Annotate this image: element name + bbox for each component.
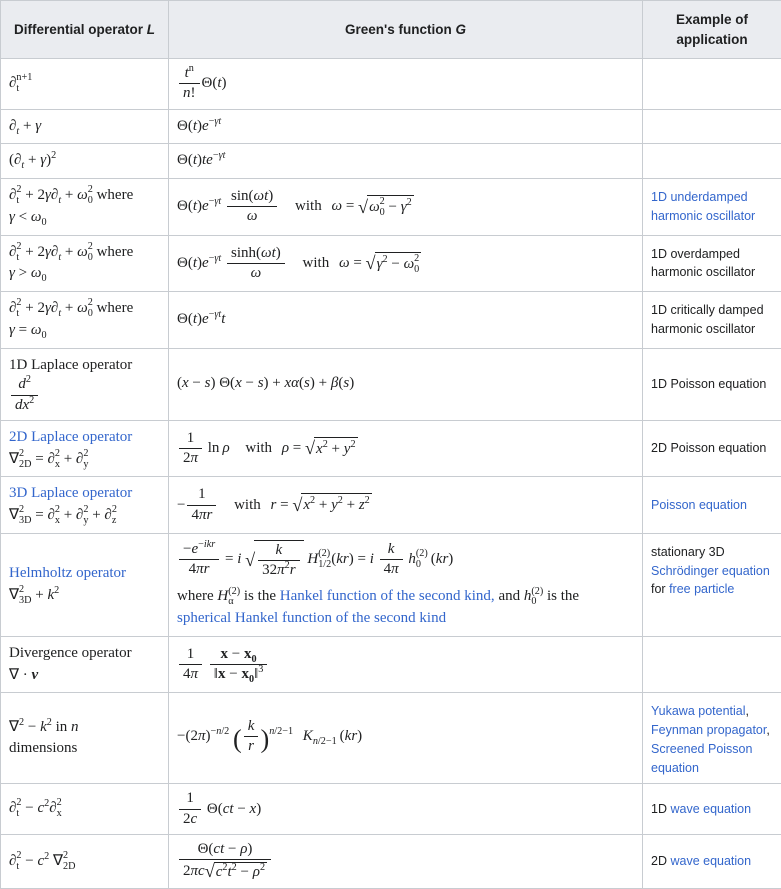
link-wave-equation[interactable]: wave equation [670,854,751,868]
note-is: is the [244,588,276,604]
example-text: 1D overdamped harmonic oscillator [651,247,755,280]
operator-d2-dx2: $\frac{d^2}{dx^2}$ [9,387,40,403]
operator-damped-oscillator: ∂ 2 t + $2\gamma\partial_t + \omega$ 2 0 [9,244,93,260]
operator-condition-critical: $\gamma = \omega_0$ [9,322,47,338]
operator-where-note: where [97,300,134,316]
green-critically-damped: $\Theta(t)e^{-\gamma t}t$ [177,311,225,327]
green-yukawa: $-(2\pi)^{-n/2}$ ( $\frac{k}{r}$ )$^{n/2-1}$ $K_{n/2-1}$ (kr) [177,728,362,744]
operator-2d-wave: ∂ 2 t − $c^2$ ∇ 2 2D [9,853,76,869]
green-overdamped: $\Theta(t)e^{-\gamma t}$ $\frac{\sinh(\omega t)}{\omega}$ with $\omega = √\gamma^2 - \omega$ 2 0 [177,255,421,271]
operator-cell [1,109,169,144]
link-screened-poisson-equation[interactable]: Screened Poisson equation [651,742,752,775]
green-cell [169,477,643,534]
example-cell [643,420,781,477]
operator-cell [1,533,169,636]
example-text: 1D critically damped harmonic oscillator [651,303,764,336]
example-cell [643,784,781,835]
table-row [1,693,781,784]
operator-helmholtz: ∇ 2 3D + $k^2$ [9,587,59,603]
operator-cell [1,235,169,292]
link-3d-laplace-operator[interactable]: 3D Laplace operator [9,485,132,501]
example-text-2d: 2D [651,854,667,868]
link-free-particle[interactable]: free particle [669,582,734,596]
link-poisson-equation[interactable]: Poisson equation [651,498,747,512]
operator-cell [1,834,169,888]
example-cell: Yukawa potential, Feynman propagator, Screened Poisson equation [643,693,781,784]
green-theta-t-exp: $\Theta(t)te^{-\gamma t}$ [177,152,225,168]
operator-cell [1,477,169,534]
example-cell [643,834,781,888]
operator-nabla2-minus-k2: $\nabla^2 - k^2$ [9,719,52,735]
green-helmholtz-formula: $\frac{-e^{-ikr}}{4\pi r}$ = i √ $\frac{k}{32\pi^2r}$ H (2) 1/2 (kr) = i $\frac{k}{4\pi}$ h (2) 0 (kr) [177,540,634,580]
operator-condition-overdamped: $\gamma > \omega_0$ [9,265,47,281]
header-example [643,1,781,59]
note-spherical-hankel-symbol: h (2) 0 [524,588,543,604]
example-text: 2D Poisson equation [651,441,766,455]
operator-nabla2-3d: ∇ 2 3D = ∂ 2 x + ∂ 2 y + ∂ 2 z [9,507,117,523]
green-cell [169,420,643,477]
link-1d-underdamped[interactable]: 1D underdamped [651,190,748,204]
green-3d-poisson: − $\frac{1}{4\pi r}$ with $r = √x^2 + y^2 + z^2$ [177,497,372,513]
link-hankel-function[interactable]: Hankel function of the second kind, [280,588,495,604]
table-row [1,59,781,110]
operator-dt-plus-gamma: $\partial_t + \gamma$ [9,118,41,134]
link-spherical-hankel-function[interactable]: spherical Hankel function of the second kind [177,610,446,626]
note-and: and [498,588,520,604]
operator-note-in: in [56,719,68,735]
table-row [1,834,781,888]
green-cell [169,834,643,888]
link-harmonic-oscillator[interactable]: harmonic oscillator [651,209,755,223]
example-cell [643,292,781,349]
green-theta-exp: $\Theta(t)e^{-\gamma t}$ [177,118,221,134]
operator-1d-wave: ∂ 2 t − $c^2\partial$ 2 x [9,800,62,816]
example-text-1d: 1D [651,802,667,816]
operator-note-dimensions: dimensions [9,740,77,756]
table-row [1,292,781,349]
header-example-text: Example of application [676,12,748,47]
example-text-for: for [651,582,666,596]
operator-condition-underdamped: $\gamma < \omega_0$ [9,209,47,225]
table-row [1,109,781,144]
operator-where-note: where [97,244,134,260]
table-row [1,179,781,236]
example-cell [643,636,781,693]
link-feynman-propagator[interactable]: Feynman propagator [651,723,766,737]
table-row [1,420,781,477]
operator-n-symbol: n [71,719,79,735]
note-is-2: is the [547,588,579,604]
operator-cell [1,784,169,835]
green-cell [169,348,643,420]
green-divergence: $\frac{1}{4\pi}$ $\frac{x - x_0}{‖x - x_0‖^3}$ [177,656,269,672]
green-cell [169,109,643,144]
table-row [1,144,781,179]
link-helmholtz-operator[interactable]: Helmholtz operator [9,565,126,581]
header-green-text: Green's function G [345,22,466,37]
operator-partial-t-n1: ∂ n+1 t [9,75,32,91]
table-header-row [1,1,781,59]
example-cell [643,179,781,236]
green-2d-wave: $\frac{\Theta(ct - \rho)}{2\pi c√c^2t^2 - \rho^2}$ [177,853,273,869]
operator-damped-oscillator: ∂ 2 t + $2\gamma\partial_t + \omega$ 2 0 [9,300,93,316]
example-cell [643,144,781,179]
example-cell [643,109,781,144]
note-where: where [177,588,214,604]
link-wave-equation[interactable]: wave equation [670,802,751,816]
green-cell [169,59,643,110]
green-underdamped: $\Theta(t)e^{-\gamma t}$ $\frac{\sin(\omega t)}{\omega}$ with ω = √ω 2 0 − $\gamma^2$ [177,198,414,214]
header-greens-function [169,1,643,59]
operator-label-1d-laplace: 1D Laplace operator [9,357,132,373]
green-cell [169,533,643,636]
header-differential-operator [1,1,169,59]
operator-where-note: where [97,187,134,203]
link-schrodinger-equation[interactable]: Schrödinger equation [651,564,770,578]
operator-cell [1,144,169,179]
green-cell [169,292,643,349]
example-cell [643,533,781,636]
operator-cell [1,636,169,693]
green-cell [169,693,643,784]
operator-cell [1,420,169,477]
green-1d-poisson: (x − s) Θ(x − s) + xα(s) + β(s) [177,375,354,391]
green-helmholtz-note [177,586,634,630]
example-cell [643,477,781,534]
green-cell [169,636,643,693]
example-cell [643,348,781,420]
operator-cell [1,693,169,784]
table-row [1,348,781,420]
green-cell [169,179,643,236]
operator-cell [1,348,169,420]
green-1d-wave: $\frac{1}{2c}$ Θ(ct − x) [177,801,261,817]
green-2d-poisson: $\frac{1}{2\pi}$ ln ρ with $\rho = √x^2 + y^2$ [177,440,358,456]
operator-label-divergence: Divergence operator [9,645,132,661]
table-row [1,235,781,292]
table-row [1,784,781,835]
example-text-stationary: stationary 3D [651,545,725,559]
green-cell [169,144,643,179]
operator-dt-plus-gamma-squared: $(\partial_t + \gamma)^2$ [9,152,56,168]
green-tn-over-nfact: $\frac{t^n}{n!}$ Θ(t) [177,75,227,91]
link-yukawa-potential[interactable]: Yukawa potential [651,704,746,718]
link-2d-laplace-operator[interactable]: 2D Laplace operator [9,429,132,445]
green-cell [169,235,643,292]
example-text: 1D Poisson equation [651,377,766,391]
header-operator-text: Differential operator L [14,22,155,37]
note-hankel-symbol: H (2) α [217,588,240,604]
example-cell [643,59,781,110]
operator-damped-oscillator: ∂ 2 t + $2\gamma\partial_t + \omega$ 2 0 [9,187,93,203]
example-cell [643,235,781,292]
operator-nabla2-2d: ∇ 2 2D = ∂ 2 x + ∂ 2 y [9,451,88,467]
operator-cell [1,179,169,236]
operator-cell [1,59,169,110]
green-cell [169,784,643,835]
operator-cell [1,292,169,349]
table-row [1,477,781,534]
table-row [1,533,781,636]
table-row [1,636,781,693]
operator-divergence: ∇ · v [9,667,38,683]
